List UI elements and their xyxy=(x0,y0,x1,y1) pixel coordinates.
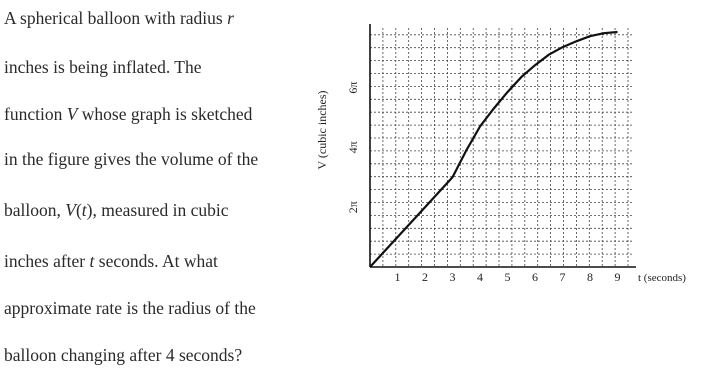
y-tick-labels xyxy=(346,82,360,214)
text-span: approximate rate is the radius of the xyxy=(4,298,256,318)
text-span: A spherical balloon with radius xyxy=(4,8,228,28)
text-span: whose graph is sketched xyxy=(77,104,253,124)
text-span: seconds. At what xyxy=(94,251,218,271)
x-tick-labels xyxy=(395,270,621,284)
text-span: function xyxy=(4,104,67,124)
math-variable: V xyxy=(66,104,78,124)
x-axis-label: t (seconds) xyxy=(638,272,686,284)
text-span: ( xyxy=(75,200,82,220)
volume-curve xyxy=(370,32,618,267)
text-span: balloon, xyxy=(4,200,66,220)
x-tick-label: 5 xyxy=(504,270,511,284)
y-tick-label: 2π xyxy=(346,201,360,214)
x-tick-label: 9 xyxy=(614,270,621,284)
y-tick-label: 6π xyxy=(346,81,360,94)
x-tick-label: 2 xyxy=(422,270,428,284)
text-span: balloon changing after 4 seconds? xyxy=(4,345,243,365)
chart-grid xyxy=(370,28,634,267)
text-span: inches after xyxy=(4,251,90,271)
y-tick-label: 4π xyxy=(346,141,360,154)
x-tick-label: 3 xyxy=(449,270,456,284)
text-span: ), measured in cubic xyxy=(86,200,229,220)
y-axis-label: V (cubic inches) xyxy=(315,90,329,170)
x-tick-label: 7 xyxy=(559,270,566,284)
math-variable: t xyxy=(89,251,95,271)
math-variable: t xyxy=(81,200,87,220)
x-tick-label: 8 xyxy=(587,270,593,284)
text-span: inches is being inflated. The xyxy=(4,57,202,77)
x-tick-label: 6 xyxy=(532,270,538,284)
x-tick-label: 4 xyxy=(477,270,483,284)
x-tick-label: 1 xyxy=(394,270,401,284)
text-span: in the figure gives the volume of the xyxy=(4,149,259,169)
math-variable: V xyxy=(65,200,76,220)
math-variable: r xyxy=(227,8,234,28)
